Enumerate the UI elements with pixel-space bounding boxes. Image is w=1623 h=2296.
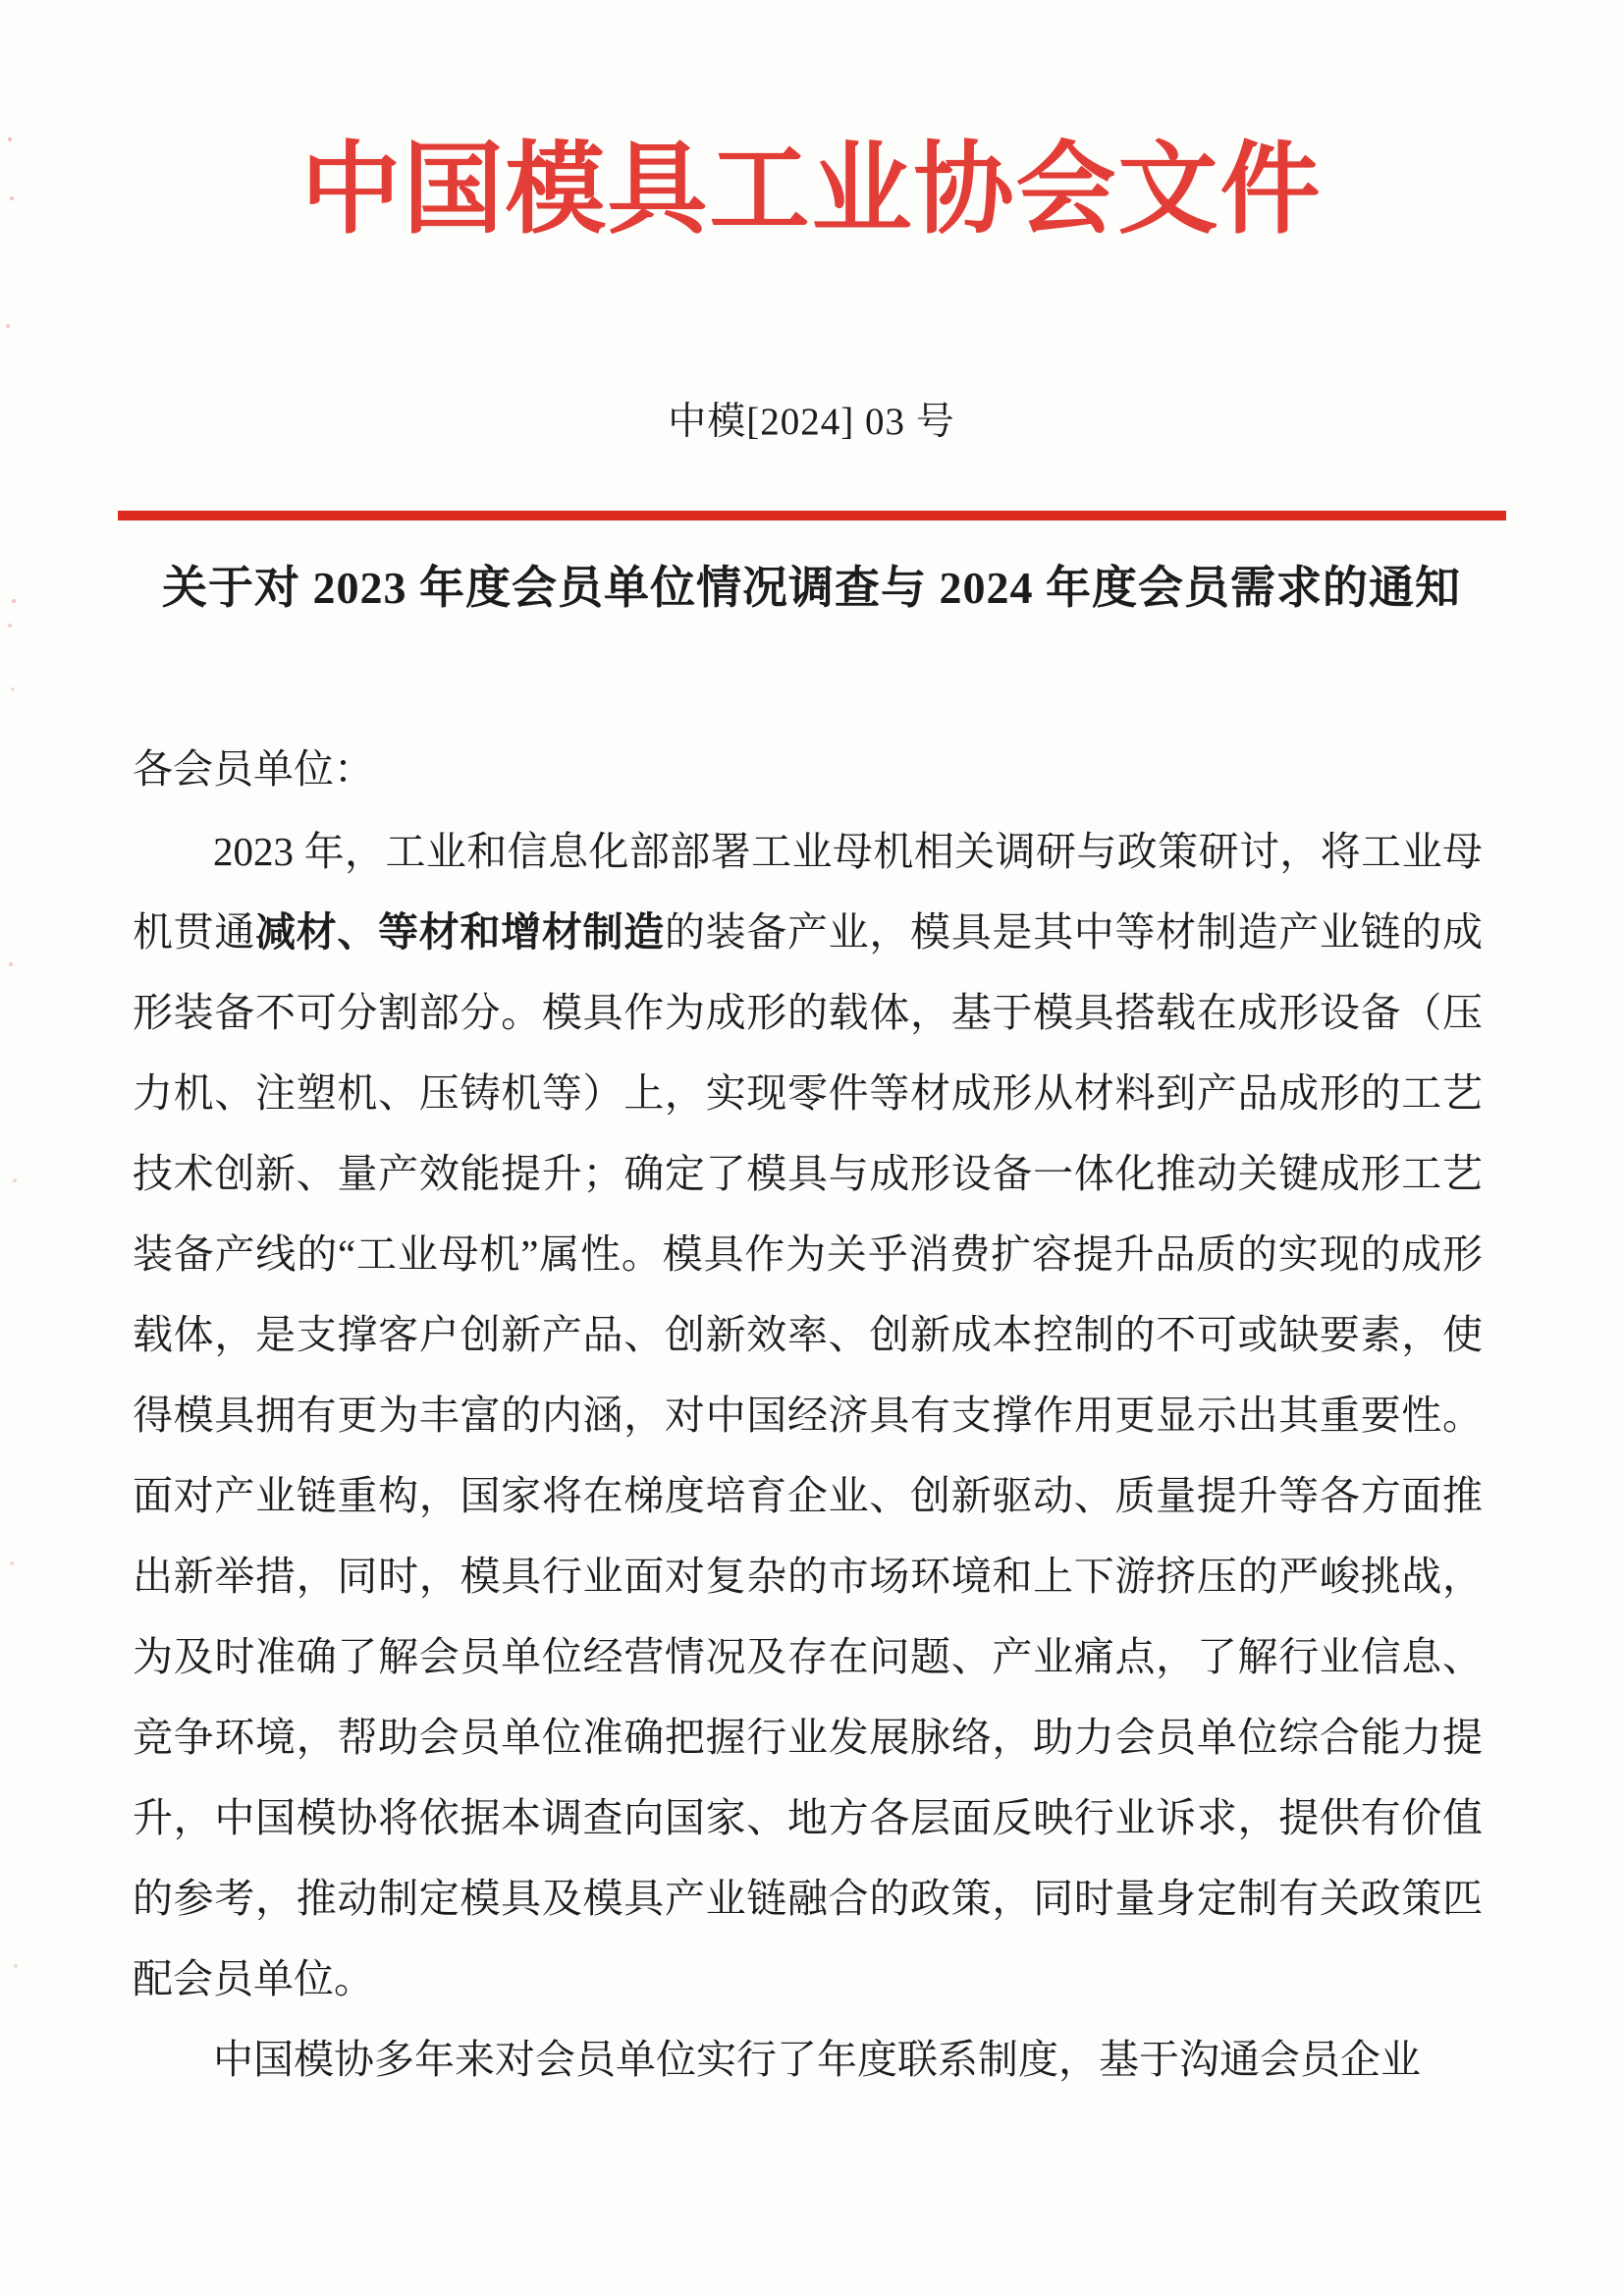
salutation: 各会员单位： (133, 746, 374, 792)
paragraph-1-run-2-bold: 减材、等材和增材制造 (255, 909, 665, 955)
body-paragraph-1 (133, 811, 1483, 2019)
red-divider-rule (118, 511, 1506, 520)
letterhead-title: 中国模具工业协会文件 (300, 136, 1323, 246)
document-number: 中模[2024] 03 号 (668, 401, 955, 443)
paragraph-2-run-1: 中国模协多年来对会员单位实行了年度联系制度，基于沟通会员企业 (213, 2037, 1421, 2082)
paragraph-1-run-1: 2023 年，工业和信息化部部署工业母机相关调研与政策研讨，将工业母机贯通 (133, 829, 1483, 955)
paragraph-1-run-3: 的装备产业，模具是其中等材制造产业链的成形装备不可分割部分。模具作为成形的载体，基于模具搭载在成形设备（压力机、注塑机、压铸机等）上，实现零件等材成形从材料到产品成形的工艺技术创新、量产效能提升；确定了模具与成形设备一体化推动关键成形工艺装备产线的“工业母机”属性。模具作为关乎消费扩容提升品质的实现的成形载体，是支撑客户创新产品、创新效率、创新成本控制的不可或缺要素，使得模具拥有更为丰富的内涵，对中国经济具有支撑作用更显示出其重要性。面对产业链重构，国家将在梯度培育企业、创新驱动、质量提升等各方面推出新举措，同时，模具行业面对复杂的市场环境和上下游挤压的严峻挑战，为及时准确了解会员单位经营情况及存在问题、产业痛点，了解行业信息、竞争环境，帮助会员单位准确把握行业发展脉络，助力会员单位综合能力提升，中国模协将依据本调查向国家、地方各层面反映行业诉求，提供有价值的参考，推动制定模具及模具产业链融合的政策，同时量身定制有关政策匹配会员单位。 (133, 909, 1483, 2001)
notice-title: 关于对 2023 年度会员单位情况调查与 2024 年度会员需求的通知 (162, 563, 1461, 613)
notice-body (133, 729, 1483, 2100)
body-paragraph-2 (133, 2019, 1483, 2100)
